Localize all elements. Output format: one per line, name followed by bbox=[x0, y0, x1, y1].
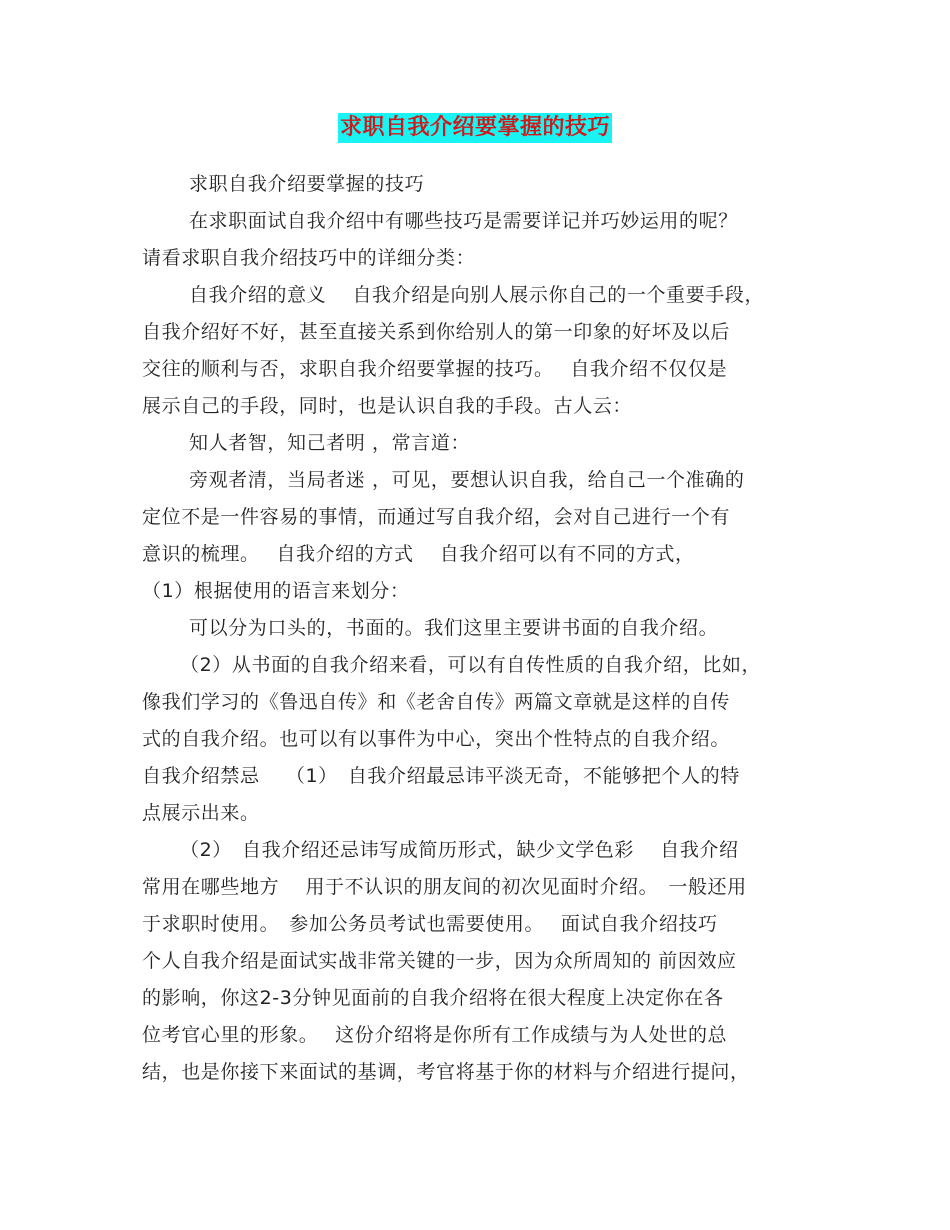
paragraph-line: （2） 自我介绍还忌讳写成简历形式，缺少文学色彩 自我介绍 bbox=[180, 839, 739, 861]
paragraph-line: 点展示出来。 bbox=[142, 802, 260, 824]
document-body bbox=[142, 166, 822, 1091]
paragraph-line: 位考官心里的形象。 这份介绍将是你所有工作成绩与为人处世的总 bbox=[142, 1024, 728, 1046]
document-title: 求职自我介绍要掌握的技巧 bbox=[338, 113, 612, 143]
paragraph-line: 知人者智，知己者明 ，常言道： bbox=[189, 432, 471, 454]
paragraph-line: 交往的顺利与否，求职自我介绍要掌握的技巧。 自我介绍不仅仅是 bbox=[142, 358, 728, 380]
paragraph-line: 的影响，你这2-3分钟见面前的自我介绍将在很大程度上决定你在各 bbox=[142, 987, 724, 1009]
paragraph-line: 求职自我介绍要掌握的技巧 bbox=[189, 173, 425, 195]
paragraph-line: 于求职时使用。 参加公务员考试也需要使用。 面试自我介绍技巧 bbox=[142, 913, 718, 935]
paragraph-line: 展示自己的手段，同时，也是认识自我的手段。古人云： bbox=[142, 395, 633, 417]
paragraph-line: 个人自我介绍是面试实战非常关键的一步，因为众所周知的 前因效应 bbox=[142, 950, 737, 972]
paragraph-line: 请看求职自我介绍技巧中的详细分类： bbox=[142, 247, 476, 269]
paragraph-line: 常用在哪些地方 用于不认识的朋友间的初次见面时介绍。 一般还用 bbox=[142, 876, 747, 898]
paragraph-line: 结，也是你接下来面试的基调，考官将基于你的材料与介绍进行提问， bbox=[142, 1061, 750, 1083]
paragraph-line: 旁观者清，当局者迷 ，可见，要想认识自我，给自己一个准确的 bbox=[189, 469, 745, 491]
paragraph-line: 意识的梳理。 自我介绍的方式 自我介绍可以有不同的方式， bbox=[142, 543, 695, 565]
paragraph-line: 定位不是一件容易的事情，而通过写自我介绍，会对自己进行一个有 bbox=[142, 506, 731, 528]
paragraph-line: 可以分为口头的，书面的。我们这里主要讲书面的自我介绍。 bbox=[189, 617, 719, 639]
paragraph-line: （1）根据使用的语言来划分： bbox=[142, 580, 410, 602]
paragraph-line: 式的自我介绍。也可以有以事件为中心，突出个性特点的自我介绍。 bbox=[142, 728, 731, 750]
paragraph-line: 自我介绍禁忌 （1） 自我介绍最忌讳平淡无奇，不能够把个人的特 bbox=[142, 765, 740, 787]
paragraph-line: 像我们学习的《鲁迅自传》和《老舍自传》两篇文章就是这样的自传 bbox=[142, 691, 731, 713]
paragraph-line: 在求职面试自我介绍中有哪些技巧是需要详记并巧妙运用的呢？ bbox=[189, 210, 738, 232]
paragraph-line: （2）从书面的自我介绍来看，可以有自传性质的自我介绍，比如， bbox=[180, 654, 762, 676]
title-container bbox=[0, 113, 950, 143]
paragraph-line: 自我介绍好不好，甚至直接关系到你给别人的第一印象的好坏及以后 bbox=[142, 321, 731, 343]
paragraph-line: 自我介绍的意义 自我介绍是向别人展示你自己的一个重要手段， bbox=[189, 284, 765, 306]
